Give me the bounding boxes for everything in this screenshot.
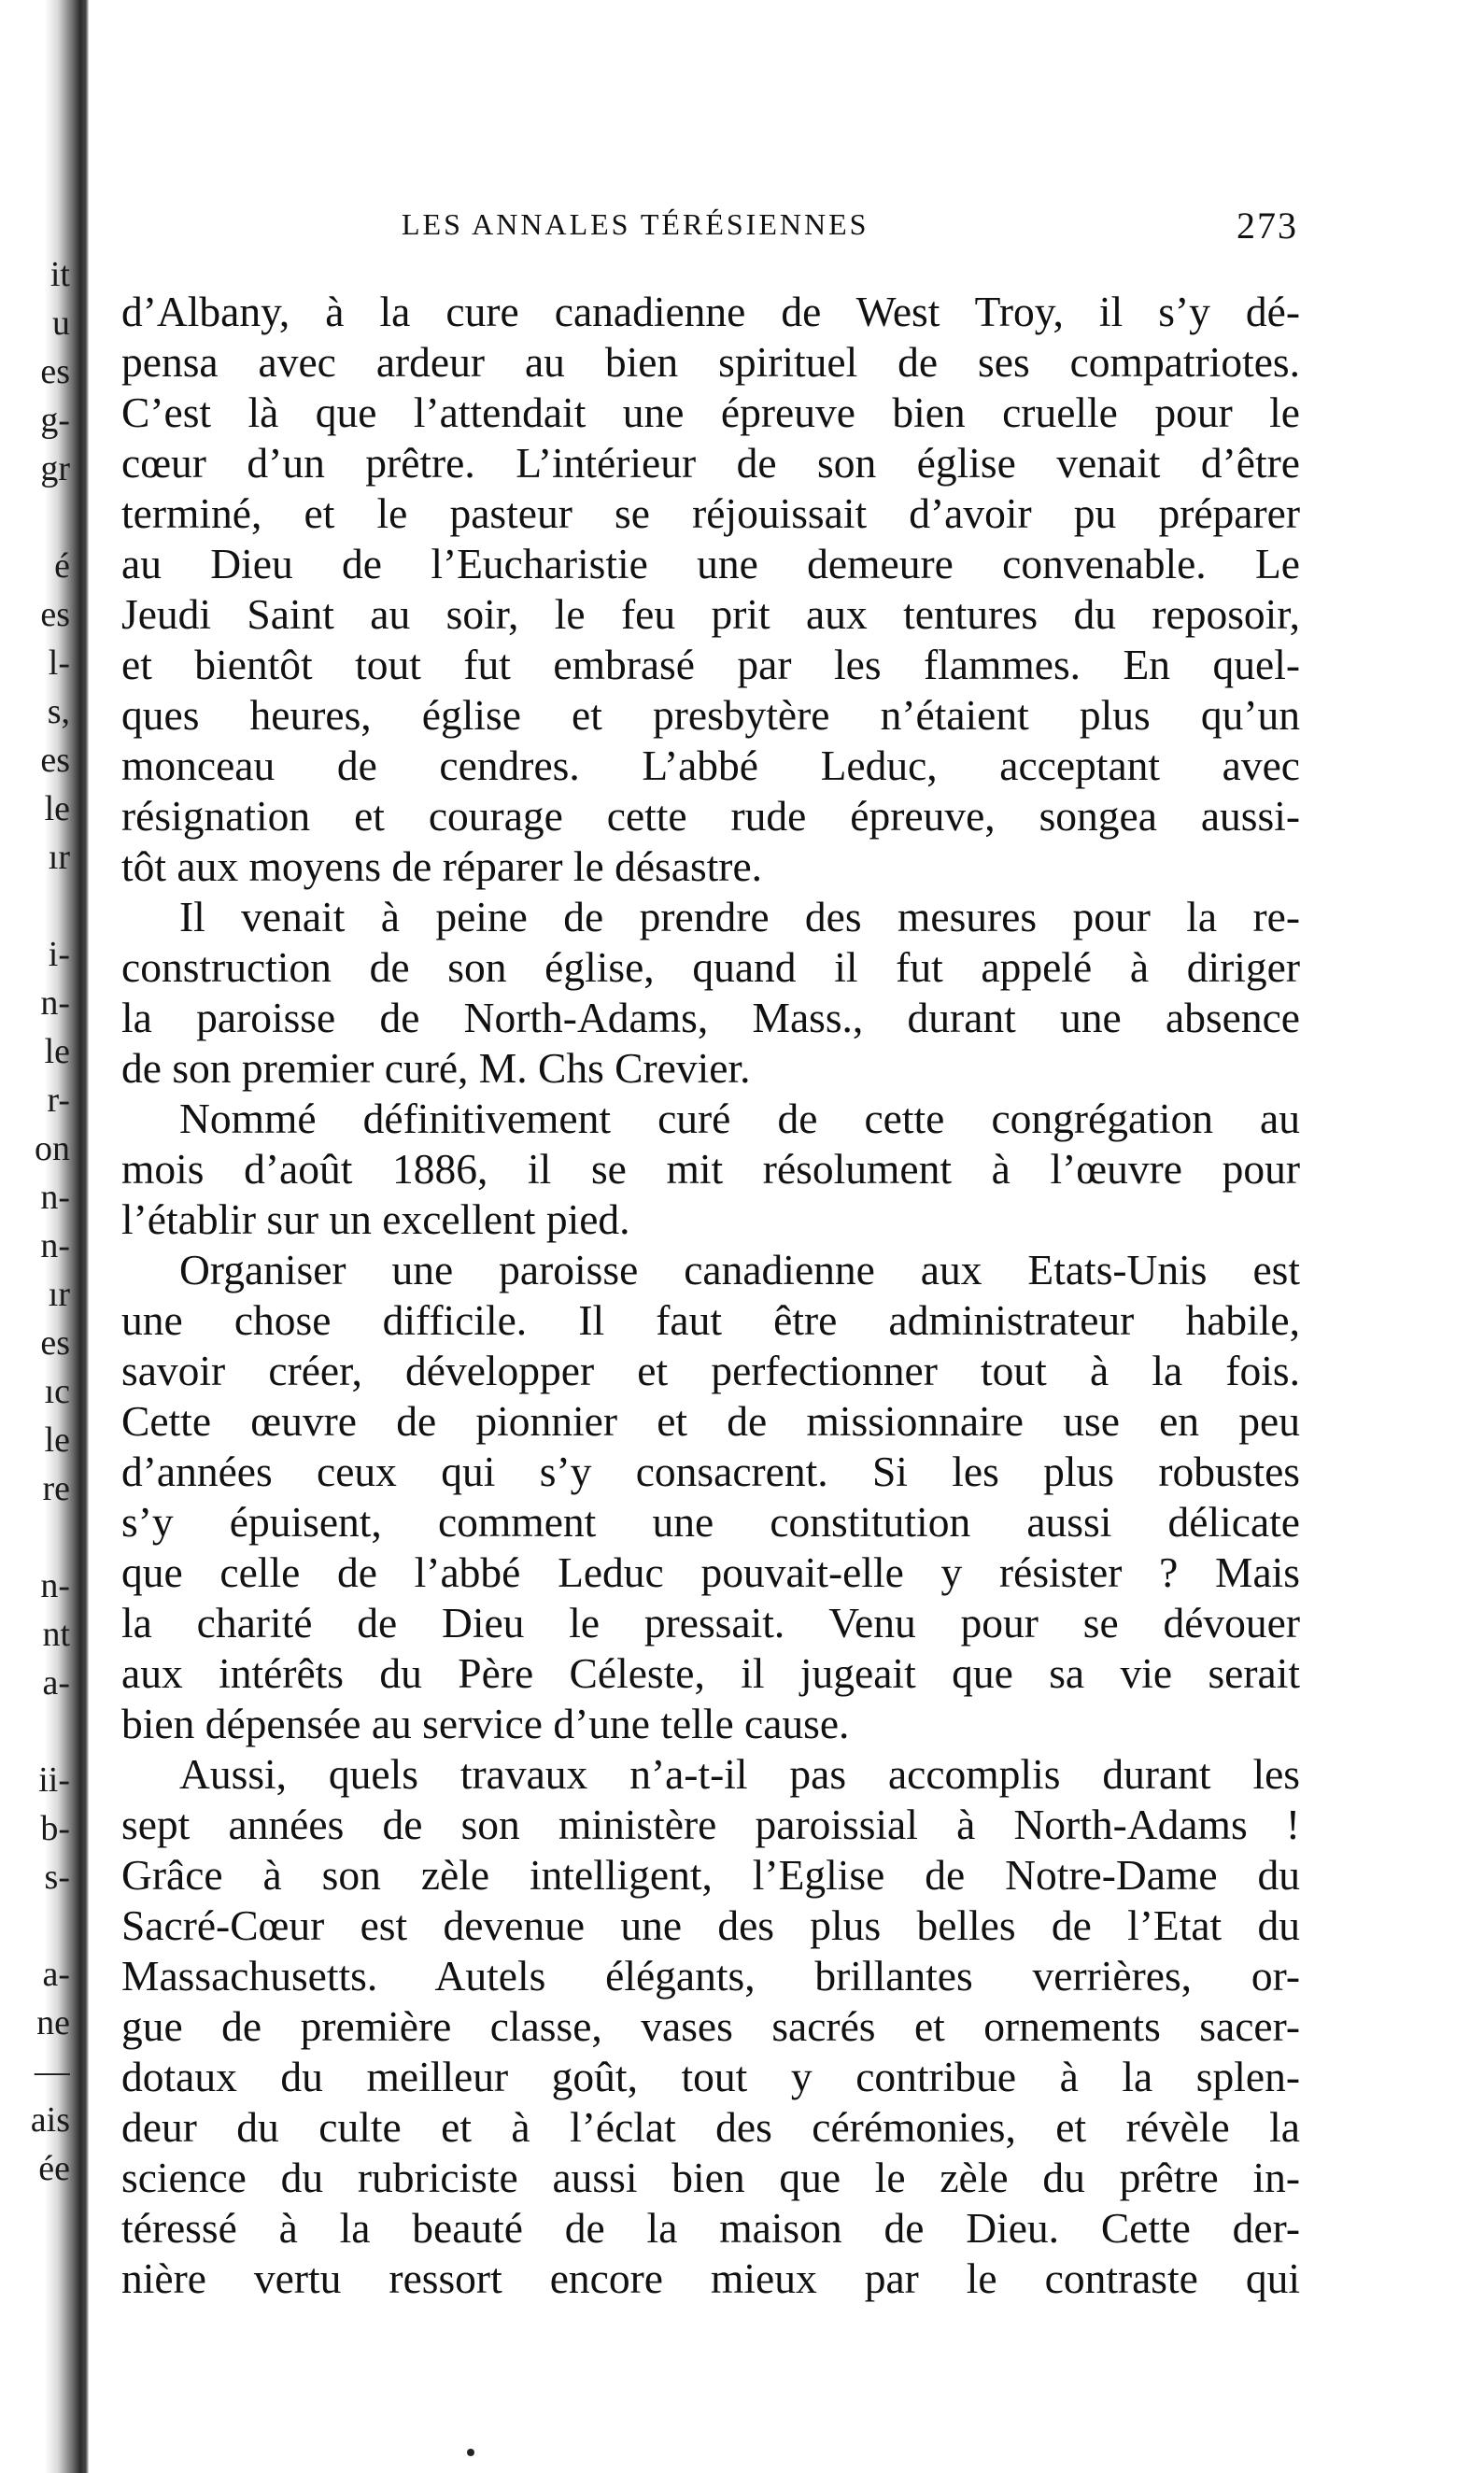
text-line: construction de son église, quand il fut appelé à diriger [121, 943, 1300, 991]
bleed-fragment: ıc [44, 1372, 70, 1411]
text-line: Sacré-Cœur est devenue une des plus belles de l’Etat du [121, 1901, 1300, 1949]
bleed-fragment: n- [40, 1226, 70, 1265]
bleed-fragment: ée [38, 2149, 70, 2188]
text-line: et bientôt tout fut embrasé par les flammes. En quel- [121, 641, 1300, 688]
text-line: aux intérêts du Père Céleste, il jugeait que sa vie serait [121, 1649, 1300, 1697]
bleed-fragment: es [40, 352, 70, 391]
text-line: mois d’août 1886, il se mit résolument à l’œuvre pour [121, 1145, 1300, 1193]
text-line: Massachusetts. Autels élégants, brillantes verrières, or- [121, 1952, 1300, 2000]
bleed-fragment: r- [47, 1081, 70, 1120]
bleed-fragment: n- [40, 983, 70, 1023]
bleed-fragment: ii- [38, 1760, 70, 1800]
text-line: Aussi, quels travaux n’a-t-il pas accomplis durant les [179, 1750, 1300, 1798]
bleed-fragment: l- [48, 643, 70, 683]
text-line: gue de première classe, vases sacrés et ornements sacer- [121, 2002, 1300, 2050]
bleed-fragment: le [44, 789, 70, 828]
bleed-fragment: nt [42, 1615, 70, 1654]
bleed-fragment: g- [40, 401, 70, 440]
text-line: Il venait à peine de prendre des mesures pour la re- [179, 893, 1300, 940]
bleed-fragment [0, 883, 70, 932]
text-line: d’Albany, à la cure canadienne de West Troy, il s’y dé- [121, 288, 1300, 335]
text-line: pensa avec ardeur au bien spirituel de ses compatriotes. [121, 338, 1300, 386]
bleed-fragment: le [44, 1032, 70, 1071]
text-line: monceau de cendres. L’abbé Leduc, acceptant avec [121, 742, 1300, 789]
text-line: tôt aux moyens de réparer le désastre. [121, 842, 763, 890]
text-line: de son premier curé, M. Chs Crevier. [121, 1044, 751, 1092]
bleed-fragment: — [35, 2052, 70, 2091]
text-line: la charité de Dieu le pressait. Venu pour se dévouer [121, 1599, 1300, 1646]
bleed-fragment: it [49, 255, 70, 294]
running-head [121, 207, 1298, 260]
text-line: Grâce à son zèle intelligent, l’Eglise de Notre-Dame du [121, 1851, 1300, 1899]
text-line: deur du culte et à l’éclat des cérémonies, et révèle la [121, 2103, 1300, 2151]
body-text [121, 287, 1300, 2304]
bleed-fragment: ais [30, 2100, 70, 2140]
bleed-fragment: ne [36, 2003, 70, 2042]
text-line: Cette œuvre de pionnier et de missionnaire use en peu [121, 1397, 1300, 1445]
bleed-fragment: b- [40, 1809, 70, 1848]
text-line: C’est là que l’attendait une épreuve bien cruelle pour le [121, 389, 1300, 436]
text-line: une chose difficile. Il faut être administrateur habile, [121, 1296, 1300, 1344]
text-line: savoir créer, développer et perfectionner tout à la fois. [121, 1347, 1300, 1394]
text-line: dotaux du meilleur goût, tout y contribue à la splen- [121, 2053, 1300, 2100]
text-line: bien dépensée au service d’une telle cause. [121, 1700, 850, 1747]
bleed-fragment: a- [42, 1955, 70, 1994]
bleed-fragment: es [40, 741, 70, 780]
bleed-fragment: gr [40, 449, 70, 488]
text-line: nière vertu ressort encore mieux par le contraste qui [121, 2254, 1300, 2302]
text-line: Organiser une paroisse canadienne aux Etats-Unis est [179, 1246, 1300, 1293]
bleed-fragment: on [35, 1129, 70, 1168]
text-line: s’y épuisent, comment une constitution aussi délicate [121, 1498, 1300, 1546]
bleed-fragment [0, 1903, 70, 1952]
facing-page-bleed [0, 252, 70, 2195]
bleed-fragment: a- [42, 1663, 70, 1703]
bleed-fragment: u [52, 304, 70, 343]
text-line: au Dieu de l’Eucharistie une demeure convenable. Le [121, 540, 1300, 587]
text-line: ques heures, église et presbytère n’étaient plus qu’un [121, 691, 1300, 739]
page-number: 273 [1237, 205, 1298, 247]
bleed-fragment: s, [47, 692, 70, 731]
ink-speck [467, 2449, 474, 2456]
text-line: la paroisse de North-Adams, Mass., durant une absence [121, 994, 1300, 1041]
bleed-fragment: n- [40, 1178, 70, 1217]
text-line: que celle de l’abbé Leduc pouvait-elle y résister ? Mais [121, 1548, 1300, 1596]
text-line: téressé à la beauté de la maison de Dieu. Cette der- [121, 2204, 1300, 2252]
bleed-fragment: es [40, 595, 70, 634]
text-line: sept années de son ministère paroissial à North-Adams ! [121, 1801, 1300, 1848]
bleed-fragment: le [44, 1420, 70, 1460]
bleed-fragment: ır [48, 838, 70, 877]
bleed-fragment [0, 1515, 70, 1563]
text-line: Jeudi Saint au soir, le feu prit aux tentures du reposoir, [121, 590, 1300, 638]
text-line: Nommé définitivement curé de cette congrégation au [179, 1095, 1300, 1142]
bleed-fragment: re [42, 1469, 70, 1508]
bleed-fragment: es [40, 1323, 70, 1363]
bleed-fragment: i- [48, 935, 70, 974]
bleed-fragment [0, 1709, 70, 1758]
text-line: l’établir sur un excellent pied. [121, 1195, 630, 1243]
text-line: cœur d’un prêtre. L’intérieur de son église venait d’être [121, 439, 1300, 487]
text-line: d’années ceux qui s’y consacrent. Si les plus robustes [121, 1448, 1300, 1495]
text-line: terminé, et le pasteur se réjouissait d’avoir pu préparer [121, 489, 1300, 537]
bleed-fragment: n- [40, 1566, 70, 1605]
bleed-fragment: s- [44, 1858, 70, 1897]
text-line: science du rubriciste aussi bien que le zèle du prêtre in- [121, 2154, 1300, 2201]
bleed-fragment: é [54, 546, 70, 586]
running-title: LES ANNALES TÉRÉSIENNES [402, 207, 869, 241]
bleed-fragment [0, 495, 70, 544]
bleed-fragment: ır [48, 1275, 70, 1314]
text-line: résignation et courage cette rude épreuve, songea aussi- [121, 792, 1300, 840]
